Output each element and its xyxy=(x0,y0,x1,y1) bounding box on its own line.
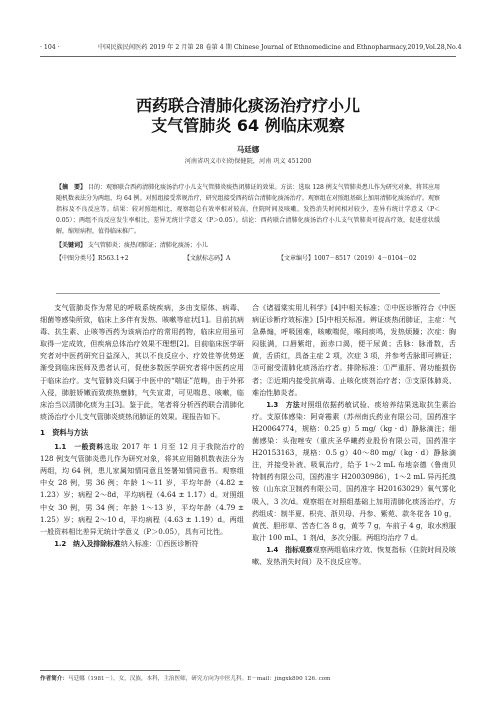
subheading-1-4: 1.4 指标观察 xyxy=(266,545,313,554)
footnote-rule xyxy=(40,670,180,671)
running-header xyxy=(40,42,462,54)
abstract xyxy=(56,182,440,237)
subheading-1-2: 1.2 纳入及排除标准 xyxy=(54,539,121,548)
article-title-line-1: 西药联合清肺化痰汤治疗疗小儿 xyxy=(135,96,360,115)
abstract-label: 【摘 要】 xyxy=(56,184,87,191)
subheading-1-1: 1.1 一般资料 xyxy=(54,443,104,452)
paragraph-1-3: 1.3 方法对照组依据药敏试验、痰培养结果选取抗生素治疗。支原体感染：阿奇霉素（苏州南氏药业有限公司，国药准字 H20064774，规格：0.25 g）5 mg/（kg · d）静脉滴注；细菌感染：头孢唑安（重庆圣华曦药业股份有限公司，国药准字 H20153163，规格：0.5 g）40～80 mg/（kg · d）静脉滴注，并接受补液、吸氧治疗，给予 1～2 mL 布地奈德（鲁南贝特制药有限公司，国药准字 H20030986），1～2 mL 异丙托溴铵（山东京卫制药有限公司，国药准字 H20163029）氧气雾化吸入，3 次/d。观察组在对照组基础上加用清肺化痰汤治疗，方药组成：制半夏、枳壳、浙贝母、丹参、紫苑、款冬花各 10 g，黄芪、胆形草、苦杏仁各 8 g，黄芩 7 g，车前子 4 g，取水煎服取汁 100 mL，1 剂/d，多次分服。两组均治疗 7 d。 xyxy=(252,399,457,542)
classification-line xyxy=(56,253,440,264)
article-number: 【文章编号】1007－8517（2019）4－0104－02 xyxy=(278,255,417,262)
author-affiliation: 河南省巩义市妇幼保健院，河南 巩义 451200 xyxy=(184,158,312,165)
keywords-text: 支气管肺炎；痰热闭肺证；清肺化痰汤；小儿 xyxy=(86,242,208,249)
author-footnote xyxy=(40,675,456,684)
page-number: · 104 · xyxy=(40,44,60,51)
paragraph-1-2: 1.2 纳入及排除标准纳入标准：①西医诊断符 xyxy=(54,538,199,548)
paragraph-criteria-cont: 合《诸福棠实用儿科学》[4]中相关标准；②中医诊断符合《中医病证诊断疗效标准》[5]中相关标准。辨证痰热闭肺证，主症：气急鼻煽，呼吸困难，咳嗽喘促，喉间痰鸣，发热烦躁；次症：胸闷胀满，口唇紫绀，面赤口渴，便干尿黄；舌脉：脉滑数，舌黄，舌质红，具备主症 2 项，次症 3 项，并参考舌脉即可辨证；③可耐受清肺化痰汤治疗者。排除标准：①严重肝、肾功能损伤者；②近期内接受抗病毒、止咳化痰剂治疗者；③支原体肺炎、难治性肺炎者。 xyxy=(252,303,456,397)
section-heading-1: 1 资料与方法 xyxy=(40,427,89,437)
footnote-label: 作者简介： xyxy=(40,676,68,682)
left-column xyxy=(40,302,244,550)
article-title-line-2: 支气管肺炎 64 例临床观察 xyxy=(151,116,345,135)
abstract-rule xyxy=(56,293,440,294)
header-rule xyxy=(40,56,456,57)
right-column xyxy=(252,302,456,568)
journal-info: 中国民族民间医药 2019 年 2 月第 28 卷第 4 期 Chinese Journal of Ethnomedicine and Ethnopharmacy,2019,Vol.28,No.4 xyxy=(98,44,462,51)
paragraph-1-4: 1.4 指标观察观察两组临床疗效、恢复指标（住院时间及咳嗽、发热消失时间）及不良反应等。 xyxy=(252,544,456,566)
document-code: 【文献标志码】A xyxy=(184,255,231,262)
abstract-block xyxy=(56,182,440,264)
keywords-label: 【关键词】 xyxy=(56,242,87,249)
keywords xyxy=(56,240,440,251)
intro-paragraph: 支气管肺炎作为常见的呼吸系统疾病，多由支原体、病毒、细菌等感染所致，临床上多伴有发热、咳嗽等症状[1]。目前抗病毒、抗生素、止咳等西药为该病治疗的常用药物，临床应用虽可取得一定成效，但疾病总体治疗效果不理想[2]。目前临床医学研究者对中医药研究日益深入，其以不良反应小、疗效佳等优势逐渐受到临床医师及患者认可，促使多数医学研究者将中医药应用于临床治疗。支气管肺炎归属于中医中的“喘证”范畴，由于外邪入侵，肺脏娇嫩而致痰热壅肺，气失宣肃，可见喘息、咳嗽，临床治当以清肺化痰为主[3]。鉴于此，笔者将分析西药联合清肺化痰汤治疗小儿支气管肺炎痰热闭肺证的效果。现报告如下。 xyxy=(40,303,244,421)
subheading-1-3: 1.3 方法 xyxy=(266,400,301,409)
author-name: 马廷娜 xyxy=(236,145,260,154)
clc-number: 【中图分类号】R563.1+2 xyxy=(56,255,129,262)
paragraph-1-1: 1.1 一般资料选取 2017 年 1 月至 12 月于我院治疗的 128 例支气管肺炎患儿作为研究对象，将其应用随机数表法分为两组，均 64 例，患儿家属知情同意且签署知情同意书。观察组中女 28 例，男 36 例；年龄 1～11 岁，平均年龄（4.82 ± 1.23）岁；病程 2～8d，平均病程（4.64 ± 1.17）d。对照组中女 30 例，男 34 例；年龄 1～13 岁，平均年龄（4.79 ± 1.25）岁；病程 2～10 d，平均病程（4.63 ± 1.19）d。两组一般资料相比差异无统计学意义（P＞0.05），具有可比性。 xyxy=(40,442,244,536)
abstract-text: 目的：观察联合西药清肺化痰汤治疗小儿支气管肺炎痰热闭肺证的效果。方法：选取 128 例支气管肺炎患儿作为研究对象，将其应用随机数表法分为两组，均 64 例。对照组接受常规治疗，研究组接受西药结合清肺化痰汤治疗。观察组在对照组基础上加用清肺化痰汤治疗。观察指标及不良反应等。结果：较对照组相比，观察组总有效率相对较高，住院时间及咳嗽、发热消失时间相对较少，差异有统计学意义（P＜0.05）；两组不良反应发生率相比，差异无统计学意义（P＞0.05）。结论：西药联合清肺化痰汤治疗小儿支气管肺炎可提高疗效，促进症状缓解，缩短病程，值得临床推广。 xyxy=(56,184,440,235)
footnote-text: 马廷娜（1981－），女，汉族，本科，主治医师，研究方向为中医儿科。E－mail：jingxk890 126. com xyxy=(67,676,331,682)
